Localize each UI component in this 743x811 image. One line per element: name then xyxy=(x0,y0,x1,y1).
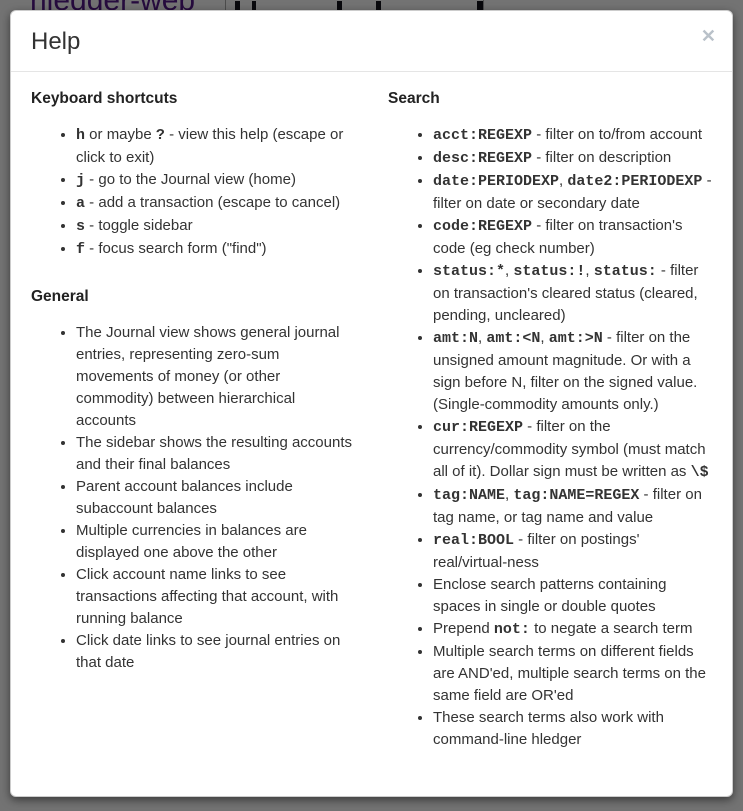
list-item: • date:PERIODEXP, date2:PERIODEXP - filter on date or secondary date xyxy=(433,170,712,215)
list-item: • desc:REGEXP - filter on description xyxy=(433,147,712,170)
list-item: • The sidebar shows the resulting accounts and their final balances xyxy=(76,432,355,476)
code-token: date2:PERIODEXP xyxy=(567,173,703,190)
code-token: j xyxy=(76,172,86,189)
general-list xyxy=(31,322,355,674)
code-token: desc:REGEXP xyxy=(433,150,533,167)
list-item: • Multiple currencies in balances are displayed one above the other xyxy=(76,520,355,564)
help-column-left xyxy=(31,72,355,751)
list-item: • f - focus search form ("find") xyxy=(76,238,355,261)
list-item: • These search terms also work with command-line hledger xyxy=(433,707,712,751)
code-token: \$ xyxy=(690,464,709,481)
code-token: f xyxy=(76,241,86,258)
code-token: amt:<N xyxy=(486,330,541,347)
modal-title: Help xyxy=(31,28,81,55)
section-heading-search: Search xyxy=(388,90,440,107)
code-token: h xyxy=(76,127,86,144)
modal-body xyxy=(11,72,732,781)
list-item: • Parent account balances include subaccount balances xyxy=(76,476,355,520)
code-token: acct:REGEXP xyxy=(433,127,533,144)
keyboard-shortcuts-list xyxy=(31,124,355,261)
code-token: tag:NAME xyxy=(433,487,506,504)
list-item: • real:BOOL - filter on postings' real/virtual-ness xyxy=(433,529,712,574)
search-terms-list xyxy=(388,124,712,751)
section-heading-keyboard-shortcuts: Keyboard shortcuts xyxy=(31,90,178,107)
list-item: • Click account name links to see transactions affecting that account, with running balance xyxy=(76,564,355,630)
list-item: • j - go to the Journal view (home) xyxy=(76,169,355,192)
list-item: • Click date links to see journal entries on that date xyxy=(76,630,355,674)
code-token: status:* xyxy=(433,263,506,280)
list-item: • s - toggle sidebar xyxy=(76,215,355,238)
list-item: • cur:REGEXP - filter on the currency/commodity symbol (must match all of it). Dollar sign must be written as \$ xyxy=(433,416,712,484)
list-item: • h or maybe ? - view this help (escape or click to exit) xyxy=(76,124,355,169)
list-item: • Enclose search patterns containing spaces in single or double quotes xyxy=(433,574,712,618)
list-item: • amt:N, amt:<N, amt:>N - filter on the unsigned amount magnitude. Or with a sign before N, filter on the signed value. (Single-commodity amounts only.) xyxy=(433,327,712,416)
code-token: amt:N xyxy=(433,330,479,347)
code-token: s xyxy=(76,218,86,235)
section-heading-general: General xyxy=(31,288,89,305)
code-token: amt:>N xyxy=(548,330,603,347)
code-token: status:! xyxy=(513,263,586,280)
code-token: real:BOOL xyxy=(433,532,515,549)
list-item: • Multiple search terms on different fields are AND'ed, multiple search terms on the same field are OR'ed xyxy=(433,641,712,707)
close-button[interactable] xyxy=(701,27,716,45)
modal-header xyxy=(11,11,732,72)
close-icon: ✕ xyxy=(700,26,716,46)
code-token: tag:NAME=REGEX xyxy=(513,487,640,504)
code-token: status: xyxy=(593,263,657,280)
code-token: date:PERIODEXP xyxy=(433,173,560,190)
help-column-right xyxy=(388,72,712,751)
code-token: not: xyxy=(493,621,530,638)
list-item: • The Journal view shows general journal entries, representing zero-sum movements of money (or other commodity) between hierarchical accounts xyxy=(76,322,355,432)
list-item: • code:REGEXP - filter on transaction's code (eg check number) xyxy=(433,215,712,260)
list-item: • Prepend not: to negate a search term xyxy=(433,618,712,641)
help-modal xyxy=(10,10,733,797)
code-token: cur:REGEXP xyxy=(433,419,524,436)
list-item: • status:*, status:!, status: - filter on transaction's cleared status (cleared, pending, uncleared) xyxy=(433,260,712,327)
list-item: • acct:REGEXP - filter on to/from account xyxy=(433,124,712,147)
code-token: a xyxy=(76,195,86,212)
list-item: • tag:NAME, tag:NAME=REGEX - filter on tag name, or tag name and value xyxy=(433,484,712,529)
list-item: • a - add a transaction (escape to cancel) xyxy=(76,192,355,215)
code-token: ? xyxy=(155,127,165,144)
code-token: code:REGEXP xyxy=(433,218,533,235)
